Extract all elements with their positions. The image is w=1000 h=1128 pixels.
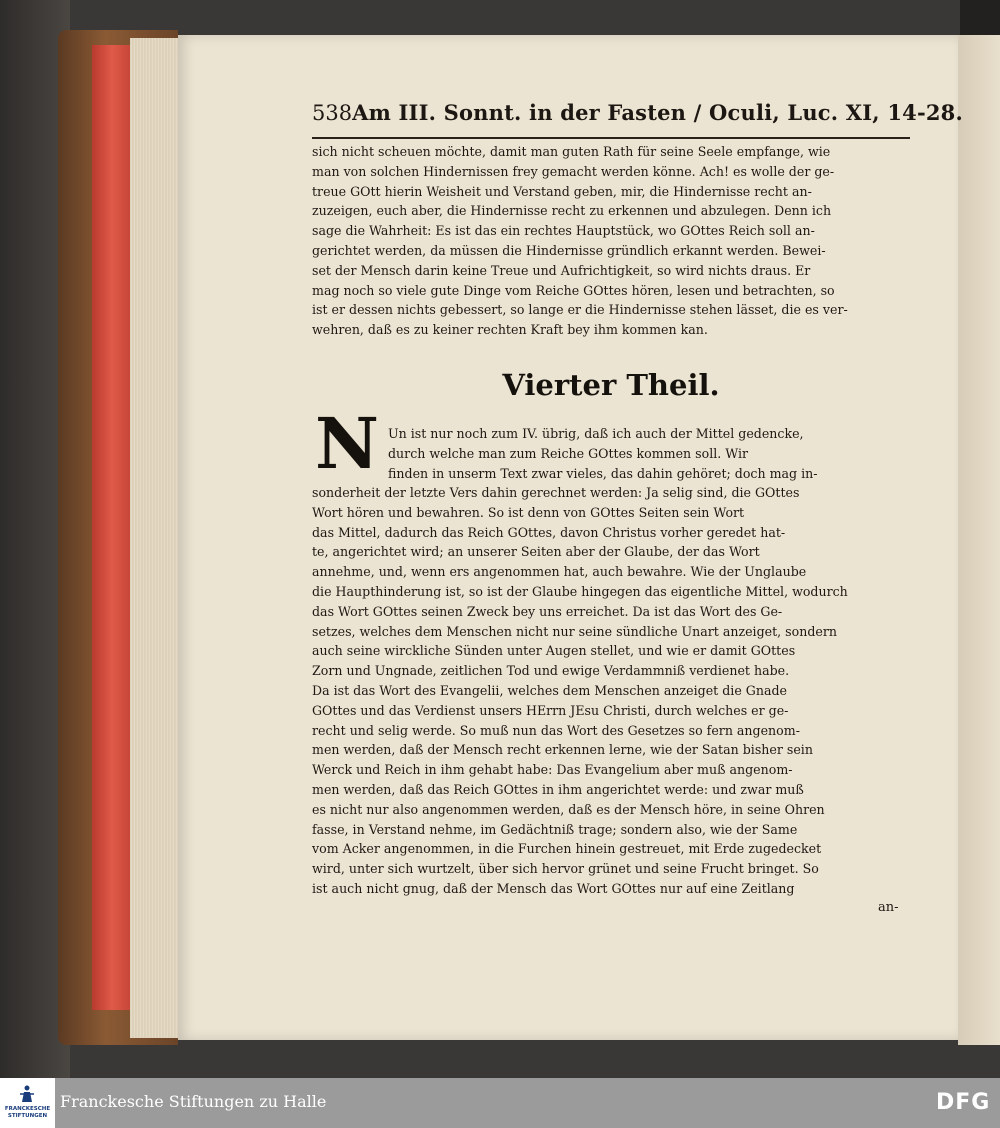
institution-name[interactable]: Franckesche Stiftungen zu Halle: [60, 1092, 327, 1111]
logo-text: FRANCKESCHE STIFTUNGEN: [4, 1106, 51, 1119]
dfg-logo[interactable]: DFG: [936, 1090, 991, 1115]
text-line: men werden, daß das Reich GOttes in ihm angerichtet werde: und zwar muß: [312, 781, 804, 797]
text-line: men werden, daß der Mensch recht erkennen lerne, wie der Satan bisher sein: [312, 742, 813, 758]
text-line: Werck und Reich in ihm gehabt habe: Das Evangelium aber muß angenom-: [312, 762, 793, 778]
logo-figure-icon: [19, 1085, 35, 1103]
text-line: sage die Wahrheit: Es ist das ein rechtes Hauptstück, wo GOttes Reich soll an-: [312, 223, 815, 239]
text-line: das Wort GOttes seinen Zweck bey uns erreichet. Da ist das Wort des Ge-: [312, 603, 783, 619]
text-line: te, angerichtet wird; an unserer Seiten aber der Glaube, der das Wort: [312, 544, 760, 560]
text-line: sonderheit der letzte Vers dahin gerechnet werden: Ja selig sind, die GOttes: [312, 485, 800, 500]
text-line: zuzeigen, euch aber, die Hindernisse recht zu erkennen und abzulegen. Denn ich: [312, 203, 832, 219]
text-line: man von solchen Hindernissen frey gemacht werden könne. Ach! es wolle der ge-: [312, 163, 835, 179]
text-line: GOttes und das Verdienst unsers HErrn JEsu Christi, durch welches er ge-: [312, 702, 789, 718]
text-line: vom Acker angenommen, in die Furchen hinein gestreuet, mit Erde zugedecket: [312, 841, 822, 857]
text-line: Da ist das Wort des Evangelii, welches dem Menschen anzeiget die Gnade: [312, 682, 787, 698]
running-head: Am III. Sonnt. in der Fasten / Oculi, Luc. XI, 14-28.: [352, 100, 964, 125]
drop-capital: N: [315, 402, 379, 485]
text-line: sich nicht scheuen möchte, damit man guten Rath für seine Seele empfange, wie: [312, 144, 831, 159]
text-line: setzes, welches dem Menschen nicht nur seine sündliche Unart anzeiget, sondern: [312, 623, 837, 639]
page-header: [312, 100, 964, 134]
text-line: recht und selig werde. So muß nun das Wort des Gesetzes so fern angenom-: [312, 722, 800, 738]
catchword: an-: [878, 900, 899, 915]
institution-logo[interactable]: [0, 1078, 55, 1128]
page-number: 538: [312, 101, 353, 125]
text-line: wird, unter sich wurtzelt, über sich hervor grünet und seine Frucht bringet. So: [312, 861, 819, 877]
text-line: gerichtet werden, da müssen die Hindernisse gründlich erkannt werden. Bewei-: [312, 242, 826, 258]
text-line: ist auch nicht gnug, daß der Mensch das Wort GOttes nur auf eine Zeitlang: [312, 880, 795, 896]
header-rule: [312, 137, 910, 139]
paragraph-continuation: [312, 142, 910, 340]
text-line: die Haupthinderung ist, so ist der Glaube hingegen das eigentliche Mittel, wodurch: [312, 583, 848, 599]
text-line: wehren, daß es zu keiner rechten Kraft bey ihm kommen kan.: [312, 322, 708, 338]
paragraph-opening: [388, 424, 910, 483]
red-page-edges: [92, 45, 132, 1010]
viewer-footer: [0, 1078, 1000, 1128]
text-line: es nicht nur also angenommen werden, daß es der Mensch höre, in seine Ohren: [312, 801, 825, 817]
text-line: fasse, in Verstand nehme, im Gedächtniß trage; sondern also, wie der Same: [312, 821, 798, 837]
text-line: auch seine wirckliche Sünden unter Augen stellet, und wie er damit GOttes: [312, 643, 796, 659]
text-line: annehme, und, wenn ers angenommen hat, auch bewahre. Wie der Unglaube: [312, 564, 807, 580]
text-line: Wort hören und bewahren. So ist denn von GOttes Seiten sein Wort: [312, 504, 745, 520]
text-line: durch welche man zum Reiche GOttes kommen soll. Wir: [388, 445, 749, 461]
text-line: finden in unserm Text zwar vieles, das dahin gehöret; doch mag in-: [388, 465, 818, 481]
next-page-edge: [958, 35, 1000, 1045]
text-line: ist er dessen nichts gebessert, so lange er die Hindernisse stehen lässet, die es ver-: [312, 302, 848, 318]
paragraph-body: [312, 483, 910, 899]
section-heading: Vierter Theil.: [502, 368, 720, 402]
scan-corner: [960, 0, 1000, 35]
text-line: Zorn und Ungnade, zeitlichen Tod und ewige Verdammniß verdienet habe.: [312, 663, 790, 679]
text-line: treue GOtt hierin Weisheit und Verstand geben, mir, die Hindernisse recht an-: [312, 183, 812, 199]
text-line: mag noch so viele gute Dinge vom Reiche GOttes hören, lesen und betrachten, so: [312, 282, 835, 298]
text-line: Un ist nur noch zum IV. übrig, daß ich auch der Mittel gedencke,: [388, 426, 804, 441]
text-line: set der Mensch darin keine Treue und Aufrichtigkeit, so wird nichts draus. Er: [312, 262, 811, 278]
text-line: das Mittel, dadurch das Reich GOttes, davon Christus vorher geredet hat-: [312, 524, 786, 540]
